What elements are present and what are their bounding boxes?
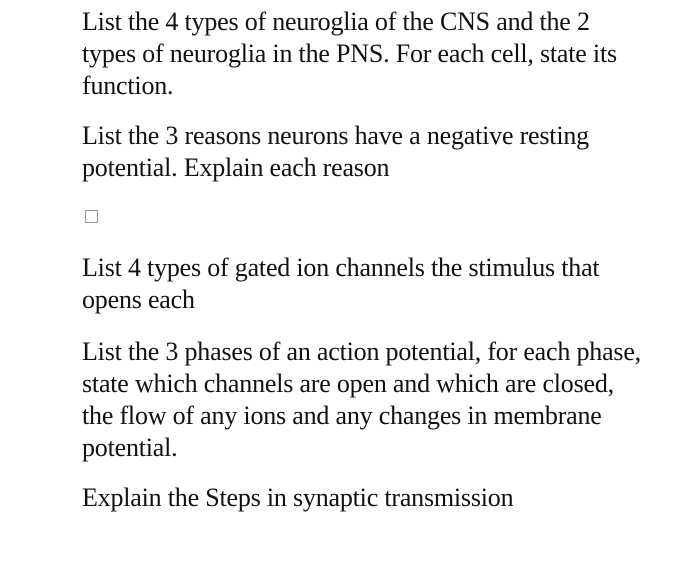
document-body bbox=[82, 6, 642, 514]
checkbox-row bbox=[82, 202, 642, 252]
empty-checkbox[interactable] bbox=[85, 210, 98, 223]
question-resting-potential: List the 3 reasons neurons have a negative resting potential. Explain each reason bbox=[82, 121, 589, 182]
question-gated-channels: List 4 types of gated ion channels the stimulus that opens each bbox=[82, 253, 600, 314]
question-neuroglia: List the 4 types of neuroglia of the CNS and the 2 types of neuroglia in the PNS. For each cell, state its function. bbox=[82, 7, 617, 100]
question-action-potential: List the 3 phases of an action potential, for each phase, state which channels are open and which are closed, the flow of any ions and any changes in membrane potential. bbox=[82, 337, 641, 462]
question-synaptic-transmission: Explain the Steps in synaptic transmission bbox=[82, 483, 514, 512]
